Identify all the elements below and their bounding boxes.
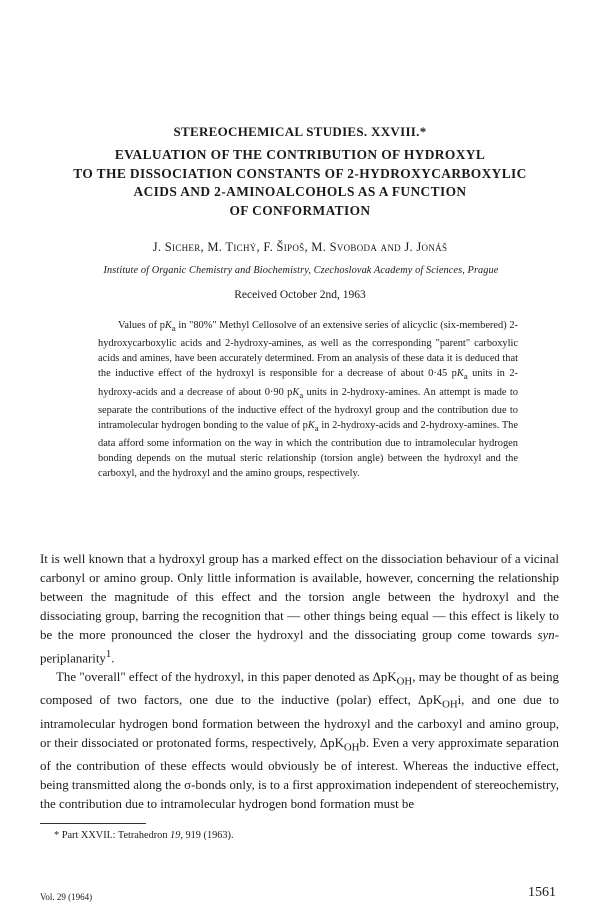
title-line: ACIDS AND 2-AMINOALCOHOLS AS A FUNCTION — [133, 184, 467, 199]
body-text — [40, 550, 559, 814]
journal-volume: Vol. 29 (1964) — [40, 892, 93, 902]
title-line: OF CONFORMATION — [229, 202, 371, 218]
title-line: EVALUATION OF THE CONTRIBUTION OF HYDROXYL — [114, 147, 486, 162]
footnote-rule — [40, 823, 146, 824]
paragraph: It is well known that a hydroxyl group has a marked effect on the dissociation behaviour of a vicinal carbonyl or amino group. Only little information is available, however, concerning the relationship between the magnitude of this effect and the torsion angle between the hydroxyl and the dissociating group, barring the recognition that — other things being equal — this effect is likely to be the more pronounced the closer the hydroxyl and the dissociating group come towards syn-periplanarity$^1$. — [40, 552, 559, 665]
footnote: * Part XXVII.: Tetrahedron 19, 919 (1963). — [54, 830, 234, 841]
author-list: J. Sicher, M. Tichý, F. Šipoš, M. Svoboda and J. Jonáš — [152, 240, 448, 254]
page-number: 1561 — [528, 885, 556, 900]
received-date: Received October 2nd, 1963 — [234, 289, 366, 301]
paragraph: The "overall" effect of the hydroxyl, in this paper denoted as ΔpK$_{OH}$, may be thought of as being composed of two factors, one due to the inductive (polar) effect, ΔpK$_{OH}$i, and one due to intramolecular hydrogen bond formation between the hydroxyl and the carboxyl and amino group, or their dissociated or protonated forms, respectively, ΔpK$_{OH}$b. Even a very approximate separation of the contribution of these effects would obviously be of interest. Whereas the inductive effect, being transmitted along the σ-bonds only, is to a first approximation independent of stereochemistry, the contribution due to intramolecular hydrogen bond formation must be — [40, 669, 559, 811]
article-title — [30, 146, 570, 220]
affiliation: Institute of Organic Chemistry and Biochemistry, Czechoslovak Academy of Sciences, Prague — [103, 265, 499, 276]
abstract: Values of $pK_a$ in "80%" Methyl Cellosolve of an extensive series of alicyclic (six-membered) 2-hydroxycarboxylic acids and 2-hydroxy-amines, as well as the corresponding "parent" carboxylic acids and amines, have been accurately determined. From an analysis of these data it is deduced that the inductive effect of the hydroxyl is responsible for a decrease of about 0·45 $pK_a$ units in 2-hydroxy-acids and a decrease of about 0·90 $pK_a$ units in 2-hydroxy-amines. An attempt is made to separate the contributions of the inductive effect of the hydroxyl group and the contribution due to intramolecular hydrogen bonding to the value of $pK_a$ in 2-hydroxy-acids and 2-hydroxy-amines. The data afford some information on the way in which the contribution due to intramolecular hydrogen bonding depends on the mutual steric relationship (torsion angle) between the hydroxyl and the carboxyl, and the hydroxyl and the amino groups, respectively. — [98, 320, 518, 480]
series-title: STEREOCHEMICAL STUDIES. XXVIII.* — [173, 124, 427, 139]
title-line: TO THE DISSOCIATION CONSTANTS OF 2-HYDROXYCARBOXYLIC — [73, 165, 527, 181]
